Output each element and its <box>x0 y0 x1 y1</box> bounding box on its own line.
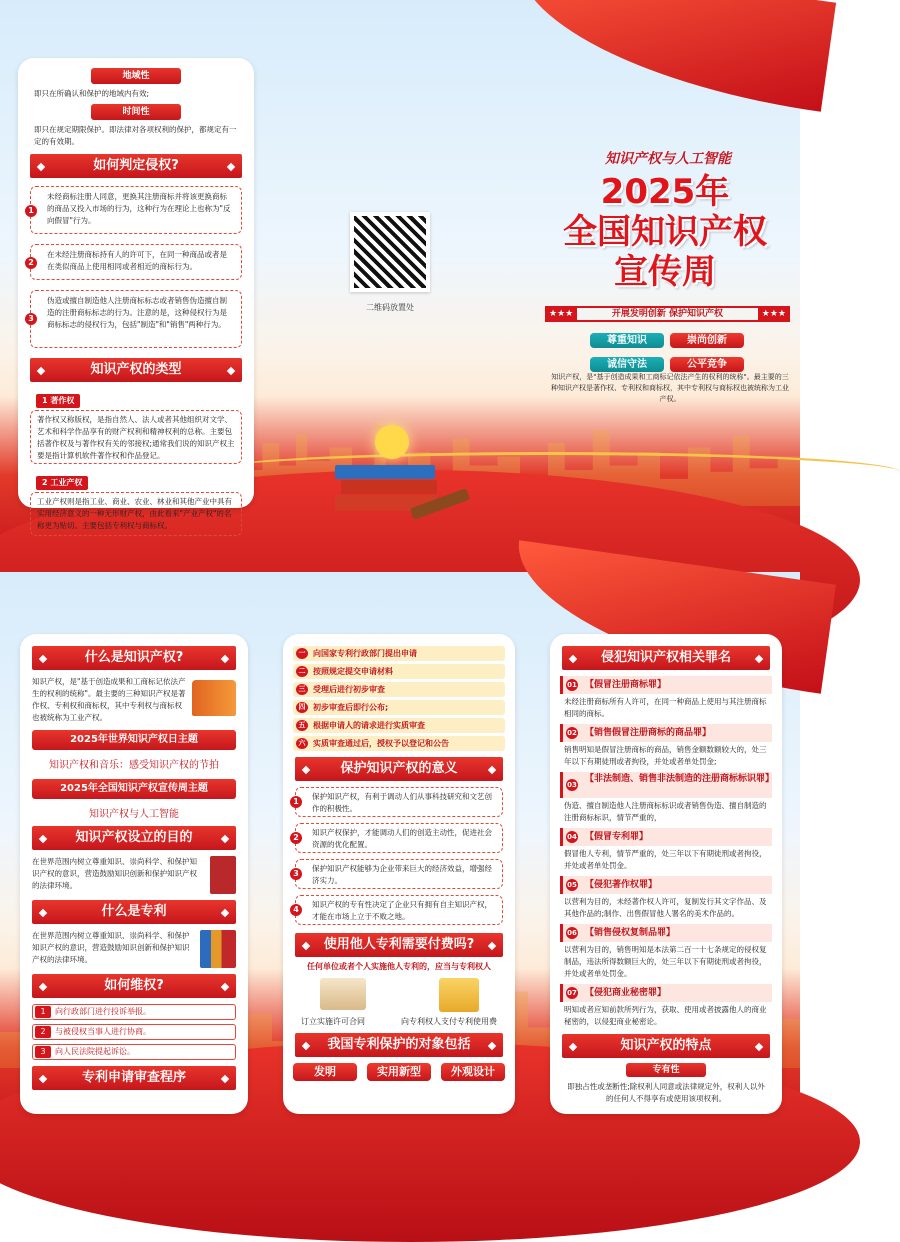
meaning-item-2: 2 知识产权保护，才能调动人们的创造主动性，促进社会资源的优化配置。 <box>295 823 503 853</box>
cover-title <box>540 172 790 292</box>
folder-icon <box>439 978 479 1012</box>
meaning-title: 保护知识产权的意义 <box>295 757 503 781</box>
week-theme: 知识产权与人工智能 <box>89 809 179 820</box>
type2-title: 工业产权 <box>50 478 83 487</box>
open-book-icon <box>192 680 236 716</box>
book-icon <box>335 465 435 479</box>
week-title: 2025年全国知识产权宣传周主题 <box>32 779 236 799</box>
number-badge: 3 <box>25 313 37 325</box>
crime-6-text: 以营利为目的，销售明知是本法第二百一十七条规定的侵权复制品，违法所得数额巨大的，处三年以下有期徒刑或者拘役，并处或者单处罚金。 <box>564 945 767 978</box>
what-ip-title: 什么是知识产权? <box>32 646 236 670</box>
crime-5-text: 以营利为目的，未经著作权人许可，复制发行其文字作品、及其他作品的;制作、出售假冒他人署名的美术作品的。 <box>564 897 767 918</box>
infringe-item-1: 1 未经商标注册人同意，更换其注册商标并将该更换商标的商品又投入市场的行为，这种行为在理论上也称为"反向假冒"行为。 <box>30 186 242 234</box>
defend-item-3: 3 向人民法院提起诉讼。 <box>32 1044 236 1060</box>
qr-pattern <box>354 216 426 288</box>
books-stack-icon <box>200 930 236 968</box>
patent-row <box>20 924 248 968</box>
territory-title: 地域性 <box>91 68 181 84</box>
step-6: 六 实质审查通过后，授权予以登记和公告 <box>293 736 505 751</box>
crime-3-text: 伪造、擅自制造他人注册商标标识或者销售伪造、擅自制造的注册商标标识，情节严重的， <box>564 801 767 822</box>
red-flag-decoration <box>504 0 836 112</box>
left-panel <box>18 58 254 530</box>
crimes-panel <box>550 634 782 1114</box>
qr-caption: 二维码放置处 <box>366 303 414 312</box>
type1-text: 著作权又称版权，是指自然人、法人或者其他组织对文学、艺术和科学作品享有的财产权利和精神权利的总称。主要包括著作权及与著作权有关的邻接权;通常我们说的知识产权主要是指计算机软件著作权和作品登记。 <box>30 410 242 464</box>
purpose-text: 在世界范围内树立尊重知识、崇尚科学、和保护知识产权的意识，营造鼓励知识创新和保护知识产权的法律环境。 <box>32 857 197 890</box>
world-day-theme: 知识产权和音乐：感受知识产权的节拍 <box>49 760 219 771</box>
time-title: 时间性 <box>91 104 181 120</box>
stars-left: ★★★ <box>545 306 577 322</box>
object-design[interactable]: 外观设计 <box>441 1063 505 1081</box>
number-badge: 2 <box>25 257 37 269</box>
what-ip-text: 知识产权，是"基于创造成果和工商标记依法产生的权利的统称"。最主要的三种知识产权是著作权、专利权和商标权，其中专利权与商标权也被统称为工业产权。 <box>32 677 186 722</box>
number-badge: 1 <box>25 205 37 217</box>
fee-title: 使用他人专利需要付费吗? <box>295 933 503 957</box>
type1-title: 著作权 <box>50 396 75 405</box>
crime-5-title: 05 【侵犯著作权罪】 <box>560 876 772 894</box>
review-title: 专利申请审查程序 <box>32 1066 236 1090</box>
gold-wave <box>200 452 900 492</box>
crime-2-title: 02 【销售假冒注册商标的商品罪】 <box>560 724 772 742</box>
type-industrial: 2 工业产权 工业产权则是指工业、商业、农业、林业和其他产业中具有实用经济意义的一种无形财产权，由此看来"产业产权"的名称更为贴切。主要包括专利权与商标权。 <box>30 470 242 536</box>
defend-item-1: 1 向行政部门进行投诉举报。 <box>32 1004 236 1020</box>
defend-item-2: 2 与被侵权当事人进行协商。 <box>32 1024 236 1040</box>
purpose-title: 知识产权设立的目的 <box>32 826 236 850</box>
territory-text: 即只在所确认和保护的地域内有效; <box>34 89 150 98</box>
purpose-row <box>20 850 248 894</box>
back-sheet <box>0 572 800 1138</box>
step-5: 五 根据申请人的请求进行实质审查 <box>293 718 505 733</box>
step-2: 二 按照规定提交申请材料 <box>293 664 505 679</box>
lightbulb-icon <box>375 425 409 459</box>
type-copyright: 1 著作权 著作权又称版权，是指自然人、法人或者其他组织对文学、艺术和科学作品享有的财产权利和精神权利的总称。主要包括著作权及与著作权有关的邻接权;通常我们说的知识产权主要是指计算机软件著作权和作品登记。 <box>30 388 242 464</box>
slogan-text: 开展发明创新 保护知识产权 <box>577 306 758 322</box>
crime-4-text: 假冒他人专利，情节严重的，处三年以下有期徒刑或者拘役，并处或者单处罚金。 <box>564 849 767 870</box>
patent-title: 什么是专利 <box>32 900 236 924</box>
types-title: 知识产权的类型 <box>30 358 242 382</box>
red-book-icon <box>210 856 236 894</box>
crime-1-title: 01 【假冒注册商标罪】 <box>560 676 772 694</box>
cover-title-year: 2025年 <box>600 172 730 212</box>
fee-captions <box>283 1016 515 1027</box>
object-title: 我国专利保护的对象包括 <box>295 1033 503 1057</box>
meaning-item-1: 1 保护知识产权，有利于调动人们从事科技研究和文艺创作的积极性。 <box>295 787 503 817</box>
what-ip-row <box>20 670 248 724</box>
feature-title: 知识产权的特点 <box>562 1034 770 1058</box>
feature-subtitle: 专有性 <box>626 1063 706 1077</box>
fee-caption-fee: 向专利权人支付专利使用费 <box>401 1017 497 1026</box>
infringe-item-2: 2 在未经注册商标持有人的许可下，在同一种商品或者是在类似商品上使用相同或者相近的商标行为。 <box>30 244 242 280</box>
step-1: 一 向国家专利行政部门提出申请 <box>293 646 505 661</box>
qr-code[interactable] <box>350 212 430 292</box>
book-icon <box>341 480 437 494</box>
meaning-item-4: 4 知识产权的专有性决定了企业只有拥有自主知识产权，才能在市场上立于不败之地。 <box>295 895 503 925</box>
cover-title-line2: 全国知识产权 <box>563 212 767 252</box>
step-3: 三 受理后进行初步审查 <box>293 682 505 697</box>
crime-7-text: 明知或者应知前款所列行为，获取、使用或者披露他人的商业秘密的，以侵犯商业秘密论。 <box>564 1005 767 1026</box>
knowledge-panel <box>20 634 248 1114</box>
crime-6-title: 06 【销售侵权复制品罪】 <box>560 924 772 942</box>
fee-illustrations <box>283 978 515 1012</box>
value-buttons <box>590 328 750 372</box>
defend-title: 如何维权? <box>32 974 236 998</box>
fee-caption-contract: 订立实施许可合同 <box>301 1017 365 1026</box>
feature-text: 即独占性或垄断性;除权利人同意或法律规定外，权利人以外的任何人不得享有或使用该项权利。 <box>567 1082 765 1103</box>
stars-right: ★★★ <box>758 306 790 322</box>
contract-icon <box>320 978 366 1010</box>
time-text: 即只在规定期限保护。即法律对各项权利的保护，都规定有一定的有效期。 <box>34 125 237 146</box>
value-button-fairness[interactable]: 公平竞争 <box>670 357 744 372</box>
crime-1-text: 未经注册商标所有人许可，在同一种商品上使用与其注册商标相同的商标。 <box>564 697 767 718</box>
fee-text: 任何单位或者个人实施他人专利的，应当与专利权人 <box>307 962 491 971</box>
infringe-title: 如何判定侵权? <box>30 154 242 178</box>
crime-title: 侵犯知识产权相关罪名 <box>562 646 770 670</box>
patent-text: 在世界范围内树立尊重知识、崇尚科学、和保护知识产权的意识，营造鼓励知识创新和保护知识产权的法律环境。 <box>32 931 190 964</box>
value-button-innovation[interactable]: 崇尚创新 <box>670 333 744 348</box>
cover-subtitle: 知识产权与人工智能 <box>605 151 731 167</box>
object-invention[interactable]: 发明 <box>293 1063 357 1081</box>
slogan-bar <box>545 306 790 322</box>
world-day-title: 2025年世界知识产权日主题 <box>32 730 236 750</box>
value-button-integrity[interactable]: 诚信守法 <box>590 357 664 372</box>
front-sheet <box>0 0 800 566</box>
crime-7-title: 07 【侵犯商业秘密罪】 <box>560 984 772 1002</box>
infringe-item-3: 3 伪造或擅自制造他人注册商标标志或者销售伪造擅自制造的注册商标标志的行为。注意的是，这种侵权行为是商标标志的侵权行为，包括"制造"和"销售"两种行为。 <box>30 290 242 348</box>
value-button-respect-knowledge[interactable]: 尊重知识 <box>590 333 664 348</box>
patent-panel <box>283 634 515 1114</box>
crime-3-title: 03 【非法制造、销售非法制造的注册商标标识罪】 <box>560 772 772 798</box>
step-4: 四 初步审查后即行公布; <box>293 700 505 715</box>
cover-title-line3: 宣传周 <box>614 252 716 292</box>
crime-4-title: 04 【假冒专利罪】 <box>560 828 772 846</box>
cover-intro: 知识产权，是"基于创造成果和工商标记依法产生的权利的统称"。最主要的三种知识产权是著作权、专利权和商标权，其中专利权与商标权也被统称为工业产权。 <box>551 373 789 403</box>
object-utility-model[interactable]: 实用新型 <box>367 1063 431 1081</box>
crime-2-text: 销售明知是假冒注册商标的商品，销售金额数额较大的，处三年以下有期徒刑或者拘役，并处或者单处罚金; <box>564 745 767 766</box>
type2-text: 工业产权则是指工业、商业、农业、林业和其他产业中具有实用经济意义的一种无形财产权，由此看来"产业产权"的名称更为贴切。主要包括专利权与商标权。 <box>30 492 242 536</box>
object-buttons <box>293 1063 505 1081</box>
meaning-item-3: 3 保护知识产权能够为企业带来巨大的经济效益，增强经济实力。 <box>295 859 503 889</box>
